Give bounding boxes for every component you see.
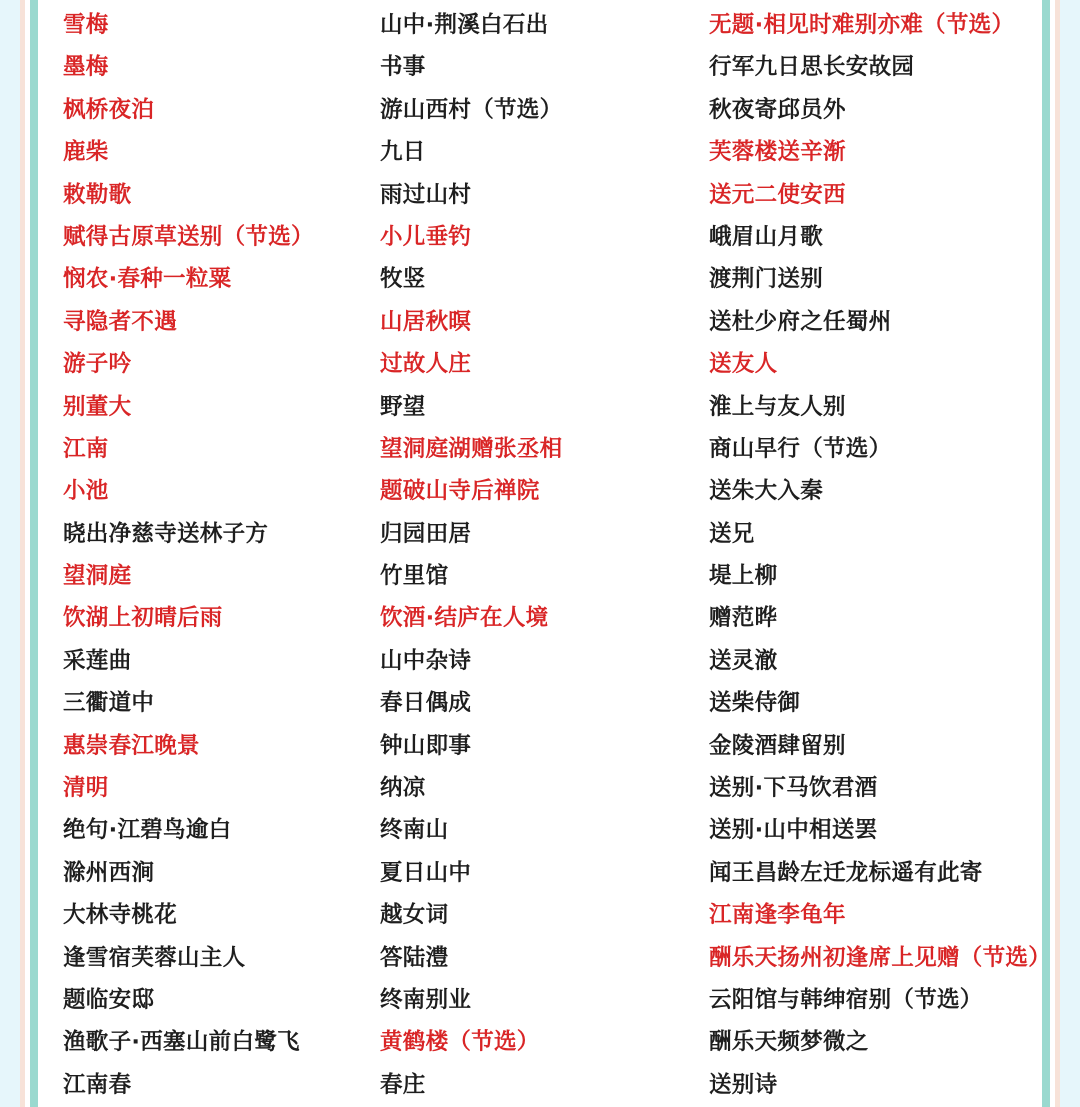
poem-column-1 [63, 4, 363, 1106]
poem-title: 江南 [63, 435, 109, 462]
poem-title: 枫桥夜泊 [63, 96, 155, 123]
poem-title: 无题·相见时难别亦难（节选） [709, 12, 1015, 38]
poem-title: 游子吟 [63, 351, 132, 378]
poem-title: 江南春 [63, 1071, 132, 1098]
poem-title: 送朱大入秦 [709, 478, 824, 505]
poem-title: 钟山即事 [380, 732, 472, 759]
poem-title: 九日 [380, 139, 426, 166]
poem-title: 雨过山村 [380, 181, 472, 208]
poem-title: 惠崇春江晚景 [63, 732, 200, 759]
poem-title: 送别·山中相送罢 [709, 817, 878, 844]
poem-title: 望洞庭 [63, 563, 132, 590]
poem-title: 饮酒·结庐在人境 [380, 605, 549, 632]
poem-title: 敕勒歌 [63, 181, 132, 208]
poem-title: 望洞庭湖赠张丞相 [380, 435, 563, 462]
poem-title: 清明 [63, 775, 109, 802]
poem-title: 渡荆门送别 [709, 266, 824, 293]
poem-title: 送兄 [709, 520, 755, 547]
poem-title: 送别诗 [709, 1071, 778, 1098]
poem-title: 赋得古原草送别（节选） [63, 223, 314, 250]
poem-title: 终南山 [380, 817, 449, 844]
poem-title: 小儿垂钓 [380, 223, 472, 250]
poem-title: 山中·荆溪白石出 [380, 12, 549, 38]
poem-title: 酬乐天扬州初逢席上见赠（节选） [709, 944, 1052, 971]
poem-title: 江南逢李龟年 [709, 902, 846, 929]
poem-title: 过故人庄 [380, 351, 472, 378]
poem-title: 牧竖 [380, 266, 426, 293]
poem-title: 游山西村（节选） [380, 96, 563, 123]
poem-title: 酬乐天频梦微之 [709, 1029, 869, 1056]
poem-title: 峨眉山月歌 [709, 223, 824, 250]
poem-title: 答陆澧 [380, 944, 449, 971]
poem-title: 绝句·江碧鸟逾白 [63, 817, 232, 844]
poem-title: 金陵酒肆留别 [709, 732, 846, 759]
poem-title: 书事 [380, 54, 426, 81]
poem-title: 竹里馆 [380, 563, 449, 590]
poem-title: 悯农·春种一粒粟 [63, 266, 232, 293]
poem-title: 纳凉 [380, 775, 426, 802]
poem-title: 山中杂诗 [380, 647, 472, 674]
poem-title: 题破山寺后禅院 [380, 478, 540, 505]
poem-title: 送别·下马饮君酒 [709, 775, 878, 802]
poem-title: 逢雪宿芙蓉山主人 [63, 944, 246, 971]
poem-title: 鹿柴 [63, 139, 109, 166]
poem-title: 送灵澈 [709, 647, 778, 674]
poem-title: 秋夜寄邱员外 [709, 96, 846, 123]
poem-title: 夏日山中 [380, 859, 472, 886]
poem-title: 渔歌子·西塞山前白鹭飞 [63, 1029, 300, 1056]
poem-title: 别董大 [63, 393, 132, 420]
poem-title: 黄鹤楼（节选） [380, 1029, 540, 1056]
poem-title: 云阳馆与韩绅宿别（节选） [709, 986, 983, 1013]
poem-title: 晓出净慈寺送林子方 [63, 520, 269, 547]
poem-title: 滁州西涧 [63, 859, 155, 886]
poem-title: 赠范晔 [709, 605, 778, 632]
poem-title: 题临安邸 [63, 986, 155, 1013]
poem-title: 行军九日思长安故园 [709, 54, 915, 81]
poem-column-2 [380, 4, 700, 1106]
poem-title: 送杜少府之任蜀州 [709, 308, 892, 335]
poem-title: 墨梅 [63, 54, 109, 81]
poem-title: 商山早行（节选） [709, 435, 892, 462]
poem-title: 淮上与友人别 [709, 393, 846, 420]
poem-title: 芙蓉楼送辛渐 [709, 139, 846, 166]
poem-title: 三衢道中 [63, 690, 155, 717]
poem-title: 送元二使安西 [709, 181, 846, 208]
poem-title: 终南别业 [380, 986, 472, 1013]
poem-title: 春庄 [380, 1071, 426, 1098]
poem-title: 堤上柳 [709, 563, 778, 590]
poem-title: 采莲曲 [63, 647, 132, 674]
poem-title: 送友人 [709, 351, 778, 378]
poem-title: 闻王昌龄左迁龙标遥有此寄 [709, 859, 983, 886]
poem-title: 春日偶成 [380, 690, 472, 717]
poem-column-3 [709, 4, 1054, 1106]
poem-title: 越女词 [380, 902, 449, 929]
poem-title: 饮湖上初晴后雨 [63, 605, 223, 632]
poem-title: 归园田居 [380, 520, 472, 547]
poem-title: 野望 [380, 393, 426, 420]
poem-title: 小池 [63, 478, 109, 505]
poem-title: 送柴侍御 [709, 690, 801, 717]
poem-title: 大林寺桃花 [63, 902, 178, 929]
poem-title: 山居秋暝 [380, 308, 472, 335]
poem-title: 寻隐者不遇 [63, 308, 178, 335]
poem-title: 雪梅 [63, 12, 109, 38]
